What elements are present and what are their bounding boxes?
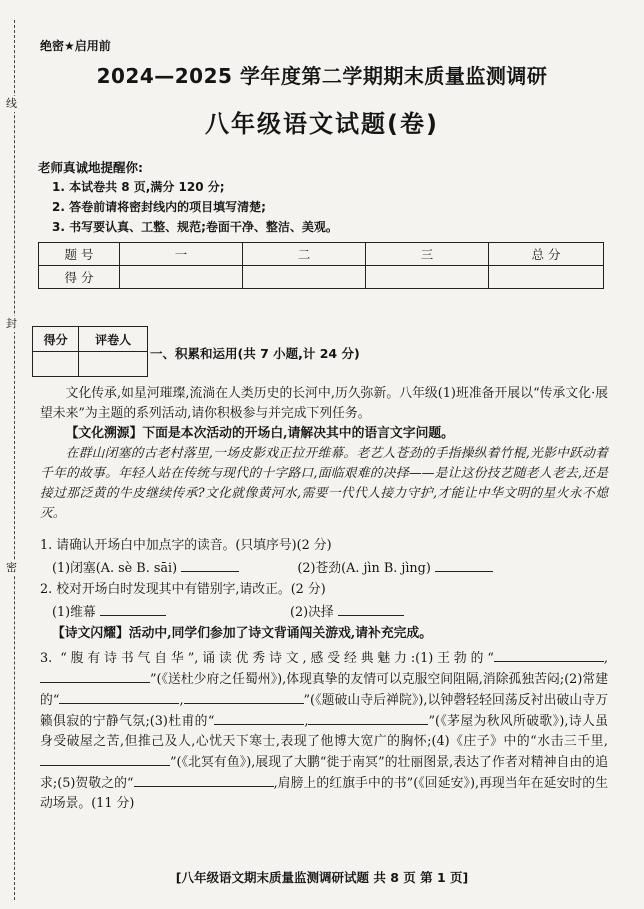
score-table-header-row: [39, 243, 604, 266]
score-table-score-row: [39, 266, 604, 289]
binding-char-xian: 线: [6, 97, 17, 110]
task-2-heading: 【诗文闪耀】活动中,同学们参加了诗文背诵闯关游戏,请补充完成。: [52, 626, 433, 641]
task-1-heading: 【文化溯源】下面是本次活动的开场白,请解决其中的语言文字问题。: [65, 426, 454, 441]
q3-blank-3[interactable]: [59, 690, 179, 704]
grader-score-cell[interactable]: [33, 352, 79, 377]
question-1-options: [52, 558, 620, 579]
reminder-rule-3: 3. 书写要认真、工整、规范;卷面干净、整洁、美观。: [52, 220, 338, 234]
score-cell: 题 号: [39, 243, 120, 266]
question-2-items: [52, 602, 620, 623]
score-cell: 二: [243, 243, 366, 266]
q3-blank-2[interactable]: [40, 669, 150, 683]
opening-passage: 在群山闭塞的古老村落里,一场皮影戏正拉开维幕。老艺人苍劲的手指操纵着竹棍,光影中跃动着千年的故事。年轻人站在传统与现代的十字路口,面临艰难的决择——是让这份技艺随老人老去,还是接过那泛黄的牛皮继续传承?文化就像黄河水,需要一代代人接力守护,才能让中华文明的星火永不熄灭。: [40, 446, 608, 521]
reminder-rule-2: 2. 答卷前请将密封线内的项目填写清楚;: [52, 200, 266, 214]
q2-item-b: (2)决择: [289, 605, 334, 620]
q2-item-a: (1)维幕: [52, 605, 96, 620]
q1-option-a: (1)闭塞(A. sè B. sāi): [52, 561, 178, 576]
intro-text: 文化传承,如星河璀璨,流淌在人类历史的长河中,历久弥新。八年级(1)班准备开展以“传承文化·展望未来”为主题的系列活动,请你积极参与并完成下列任务。: [40, 386, 608, 421]
exam-title: 2024—2025 学年度第二学期期末质量监测调研: [96, 64, 548, 88]
grader-score-label: 得分: [33, 327, 79, 352]
score-input-cell[interactable]: [120, 266, 243, 289]
q3-blank-6[interactable]: [308, 711, 428, 725]
q3-blank-5[interactable]: [214, 711, 304, 725]
q3-blank-1[interactable]: [494, 648, 604, 662]
score-cell: 总 分: [489, 243, 604, 266]
q3-blank-8[interactable]: [134, 773, 274, 787]
reminder-lead: 老师真诚地提醒你:: [38, 160, 143, 175]
question-2: 2. 校对开场白时发现其中有错别字,请改正。(2 分): [40, 582, 326, 597]
secret-label: 绝密★启用前: [40, 39, 111, 53]
q3-part-6: ,肩膀上的红旗手中的书”(《回延安》),再现当年在延安时的生动场景。(11 分): [40, 776, 608, 811]
q3-blank-7[interactable]: [40, 752, 170, 766]
score-input-cell[interactable]: [489, 266, 604, 289]
exam-subtitle: 八年级语文试题(卷): [205, 110, 439, 138]
score-input-cell[interactable]: [366, 266, 489, 289]
q1-answer-blank-1[interactable]: [181, 558, 239, 572]
question-3: 3. “腹有诗书气自华”,诵读优秀诗文,感受经典魅力:(1)王勃的“ ,”(《送杜少府之任蜀州》),体现真挚的友情可以克服空间阻隔,消除孤独苦闷;(2)常建的“ , ”(《题破山寺后禅院》),以钟磬轻轻回荡反衬出破山寺万籁俱寂的宁静气氛;(3)杜甫的“ , ”(《茅屋为秋风所破歌》),诗人虽身受破屋之苦,但推己及人,心忧天下寒士,表现了他博大宽广的胸怀;(4)《庄子》中的“水击三千里,”(《北冥有鱼》),展现了大鹏“徙于南冥”的壮丽图景,表达了作者对精神自由的追求;(5)贺敬之的“ ,肩膀上的红旗手中的书”(《回延安》),再现当年在延安时的生动场景。(11 分): [40, 648, 608, 814]
score-cell: 一: [120, 243, 243, 266]
page-footer: [八年级语文期末质量监测调研试题 共 8 页 第 1 页]: [175, 870, 469, 885]
intro-paragraph: [40, 384, 608, 524]
q3-part-2: ”(《送杜少府之任蜀州》),体现真挚的友情可以克服空间阻隔,消除孤独苦闷;(2)常建的“: [40, 672, 608, 708]
q3-blank-4[interactable]: [184, 690, 304, 704]
q2-answer-blank-1[interactable]: [100, 602, 166, 616]
grader-name-label: 评卷人: [79, 327, 148, 352]
q3-part-3: ”(《题破山寺后禅院》),以钟磬轻轻回荡反衬出破山寺万籁俱寂的宁静气氛;(3)杜甫的“: [40, 693, 608, 729]
q2-answer-blank-2[interactable]: [338, 602, 404, 616]
section-heading: 一、积累和运用(共 7 小题,计 24 分): [150, 346, 360, 361]
q3-part-1: 3. “腹有诗书气自华”,诵读优秀诗文,感受经典魅力:(1)王勃的“: [40, 651, 494, 666]
score-cell: 三: [366, 243, 489, 266]
q1-option-b: (2)苍劲(A. jìn B. jìng): [297, 561, 431, 576]
score-cell: 得 分: [39, 266, 120, 289]
q3-part-4: ”(《茅屋为秋风所破歌》),诗人虽身受破屋之苦,但推己及人,心忧天下寒士,表现了他博大宽广的胸怀;(4)《庄子》中的“水击三千里,: [40, 714, 609, 749]
question-1: 1. 请确认开场白中加点字的读音。(只填序号)(2 分): [40, 538, 332, 553]
binding-char-mi: 密: [6, 561, 17, 574]
binding-dashed-line: [14, 20, 15, 900]
grader-name-cell[interactable]: [79, 352, 148, 377]
score-input-cell[interactable]: [243, 266, 366, 289]
reminder-rule-1: 1. 本试卷共 8 页,满分 120 分;: [52, 180, 225, 194]
binding-char-feng: 封: [6, 317, 17, 330]
q3-part-5: ”(《北冥有鱼》),展现了大鹏“徙于南冥”的壮丽图景,表达了作者对精神自由的追求;(5)贺敬之的“: [40, 755, 608, 791]
grader-table: [32, 326, 148, 377]
score-table: [38, 242, 604, 289]
q1-answer-blank-2[interactable]: [435, 558, 493, 572]
